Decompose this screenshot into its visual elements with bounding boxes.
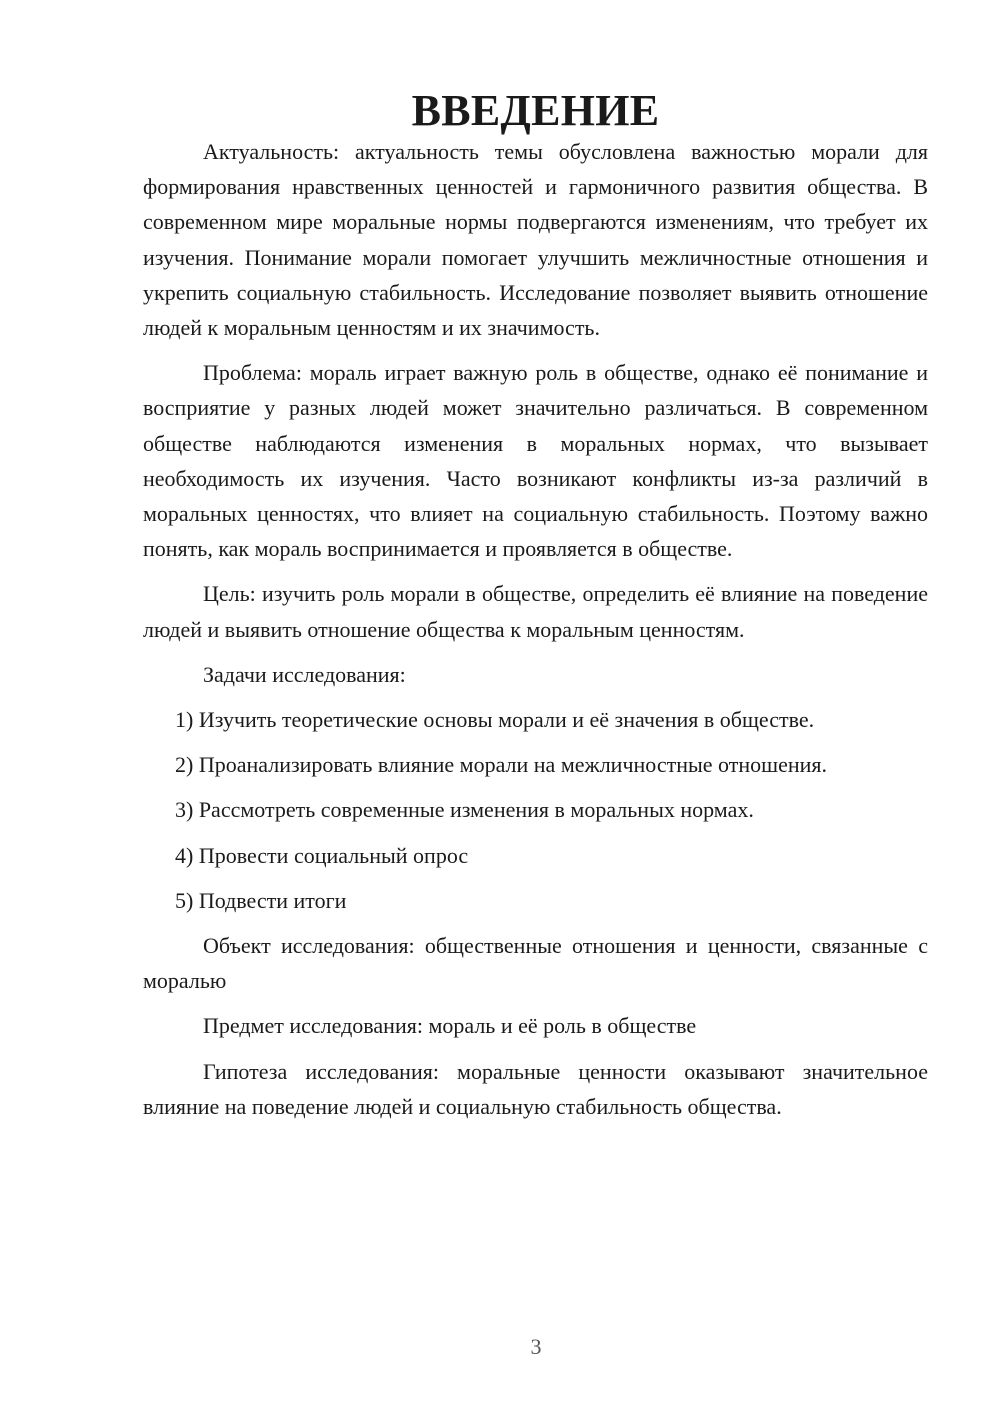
page-number: 3 (530, 1334, 542, 1359)
list-item: 4) Провести социальный опрос (175, 842, 469, 868)
goal-paragraph: Цель: изучить роль морали в обществе, определить её влияние на поведение людей и выявить отношение общества к моральным ценностям. (143, 581, 928, 642)
section-title: ВВЕДЕНИЕ (411, 86, 660, 135)
problem-paragraph: Проблема: мораль играет важную роль в обществе, однако её понимание и восприятие у разных людей может значительно различаться. В современном обществе наблюдаются изменения в моральных нормах, что вызывает необходимость их изучения. Часто возникают конфликты из-за различий в моральных ценностях, что влияет на социальную стабильность. Поэтому важно понять, как мораль воспринимается и проявляется в обществе. (143, 360, 928, 562)
object-paragraph: Объект исследования: общественные отношения и ценности, связанные с моралью (143, 933, 928, 994)
tasks-list (143, 702, 928, 918)
list-item: 2) Проанализировать влияние морали на межличностные отношения. (175, 752, 828, 778)
document-body (143, 86, 928, 1134)
relevance-paragraph: Актуальность: актуальность темы обусловлена важностью морали для формирования нравственных ценностей и гармоничного развития общества. В современном мире моральные нормы подвергаются изменениям, что требует их изучения. Понимание морали помогает улучшить межличностные отношения и укрепить социальную стабильность. Исследование позволяет выявить отношение людей к моральным ценностям и их значимость. (143, 139, 928, 341)
list-item: 5) Подвести итоги (175, 887, 347, 913)
list-item: 1) Изучить теоретические основы морали и её значения в обществе. (175, 707, 815, 733)
list-item: 3) Рассмотреть современные изменения в моральных нормах. (175, 797, 754, 823)
subject-paragraph: Предмет исследования: мораль и её роль в обществе (203, 1013, 697, 1039)
tasks-heading: Задачи исследования: (203, 661, 406, 687)
hypothesis-paragraph: Гипотеза исследования: моральные ценности оказывают значительное влияние на поведение людей и социальную стабильность общества. (143, 1058, 928, 1119)
